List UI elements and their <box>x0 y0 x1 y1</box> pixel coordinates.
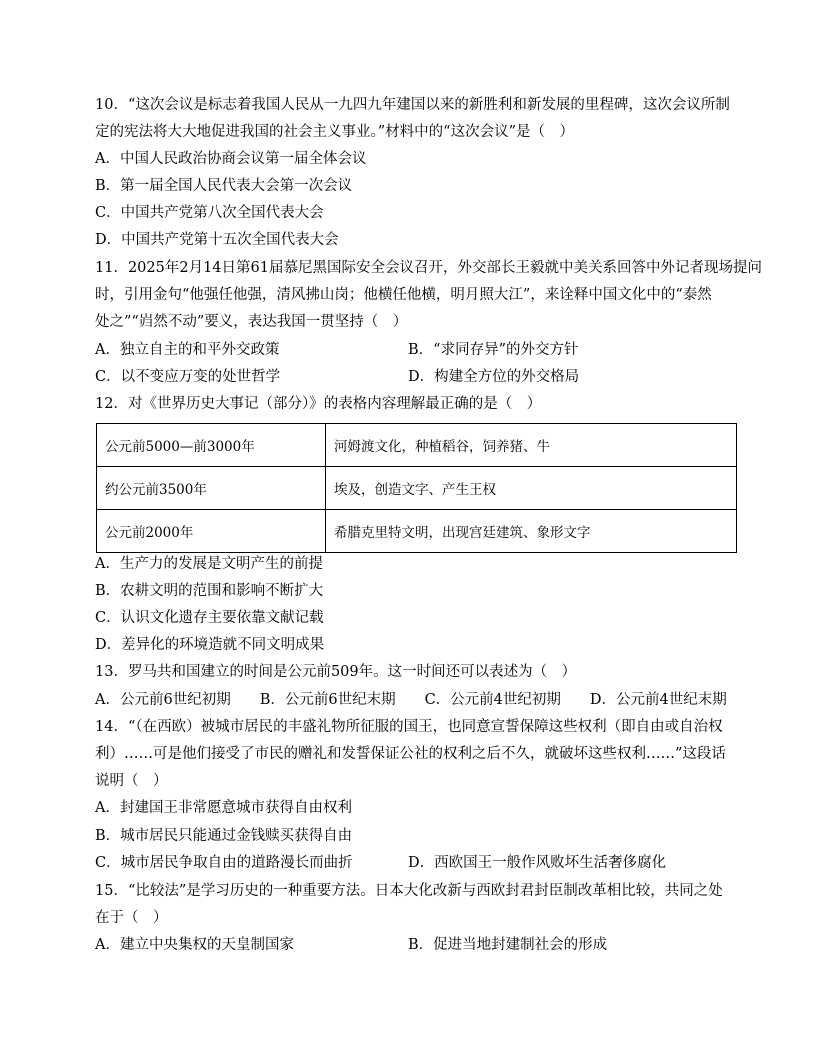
q14-option-a: A．封建国王非常愿意城市获得自由权利 <box>95 800 352 816</box>
q15-stem-line-2: 在于（ ） <box>95 910 168 926</box>
q12-option-c: C．认识文化遗存主要依靠文献记载 <box>95 610 324 626</box>
q11-option-a: A．独立自主的和平外交政策 <box>95 342 280 358</box>
q12-stem-line-1: 12．对《世界历史大事记（部分）》的表格内容理解最正确的是（ ） <box>95 396 542 412</box>
q14-option-c: C．城市居民争取自由的道路漫长而曲折 <box>95 855 353 871</box>
table-row <box>97 424 737 467</box>
history-events-table <box>96 423 737 553</box>
table-cell-event: 河姆渡文化，种植稻谷，饲养猪、牛 <box>326 424 737 467</box>
table-cell-period: 约公元前3500年 <box>97 467 326 510</box>
table-row <box>97 467 737 510</box>
q11-option-b: B．“求同存异”的外交方针 <box>408 342 579 358</box>
q11-stem-line-1: 11．2025年2月14日第61届慕尼黑国际安全会议召开，外交部长王毅就中美关系回答中外记者现场提问 <box>95 260 762 276</box>
q15-option-b: B．促进当地封建制社会的形成 <box>408 937 608 953</box>
q12-option-d: D．差异化的环境造就不同文明成果 <box>95 637 325 653</box>
q10-stem-line-2: 定的宪法将大大地促进我国的社会主义事业。”材料中的“这次会议”是（ ） <box>95 124 574 140</box>
q11-option-d: D．构建全方位的外交格局 <box>408 369 580 385</box>
table-cell-event: 希腊克里特文明，出现宫廷建筑、象形文字 <box>326 510 737 553</box>
q15-option-a: A．建立中央集权的天皇制国家 <box>95 937 294 953</box>
table-cell-period: 公元前2000年 <box>97 510 326 553</box>
q14-option-b: B．城市居民只能通过金钱赎买获得自由 <box>95 828 353 844</box>
q14-stem-line-1: 14．“（在西欧）被城市居民的丰盛礼物所征服的国王，也同意宣誓保障这些权利（即自由或自治权 <box>95 719 723 735</box>
q10-stem-line-1: 10．“这次会议是标志着我国人民从一九四九年建国以来的新胜利和新发展的里程碑，这次会议所制 <box>95 97 730 113</box>
q14-option-d: D．西欧国王一般作风败坏生活奢侈腐化 <box>408 855 667 871</box>
table-row <box>97 510 737 553</box>
q14-stem-line-3: 说明（ ） <box>95 773 168 789</box>
q12-option-a: A．生产力的发展是文明产生的前提 <box>95 556 323 572</box>
table-cell-event: 埃及，创造文字、产生王权 <box>326 467 737 510</box>
q15-stem-line-1: 15．“比较法”是学习历史的一种重要方法。日本大化改新与西欧封君封臣制改革相比较，共同之处 <box>95 883 723 899</box>
table-cell-period: 公元前5000—前3000年 <box>97 424 326 467</box>
q13-stem-line-1: 13．罗马共和国建立的时间是公元前509年。这一时间还可以表述为（ ） <box>95 664 577 680</box>
q13-options: A．公元前6世纪初期 B．公元前6世纪末期 C．公元前4世纪初期 D．公元前4世纪末期 <box>95 692 727 708</box>
q10-option-c: C．中国共产党第八次全国代表大会 <box>95 205 324 221</box>
q10-option-d: D．中国共产党第十五次全国代表大会 <box>95 232 339 248</box>
q12-option-b: B．农耕文明的范围和影响不断扩大 <box>95 583 324 599</box>
q11-stem-line-2: 时，引用金句“他强任他强，清风拂山岗；他横任他横，明月照大江”，来诠释中国文化中的“泰然 <box>95 287 712 303</box>
q11-stem-line-3: 处之”“岿然不动”要义，表达我国一贯坚持（ ） <box>95 314 408 330</box>
q10-option-a: A．中国人民政治协商会议第一届全体会议 <box>95 151 367 167</box>
q11-option-c: C．以不变应万变的处世哲学 <box>95 369 281 385</box>
q14-stem-line-2: 利）……可是他们接受了市民的赠礼和发誓保证公社的权利之后不久，就破坏这些权利……”这段话 <box>95 746 726 762</box>
q10-option-b: B．第一届全国人民代表大会第一次会议 <box>95 178 353 194</box>
